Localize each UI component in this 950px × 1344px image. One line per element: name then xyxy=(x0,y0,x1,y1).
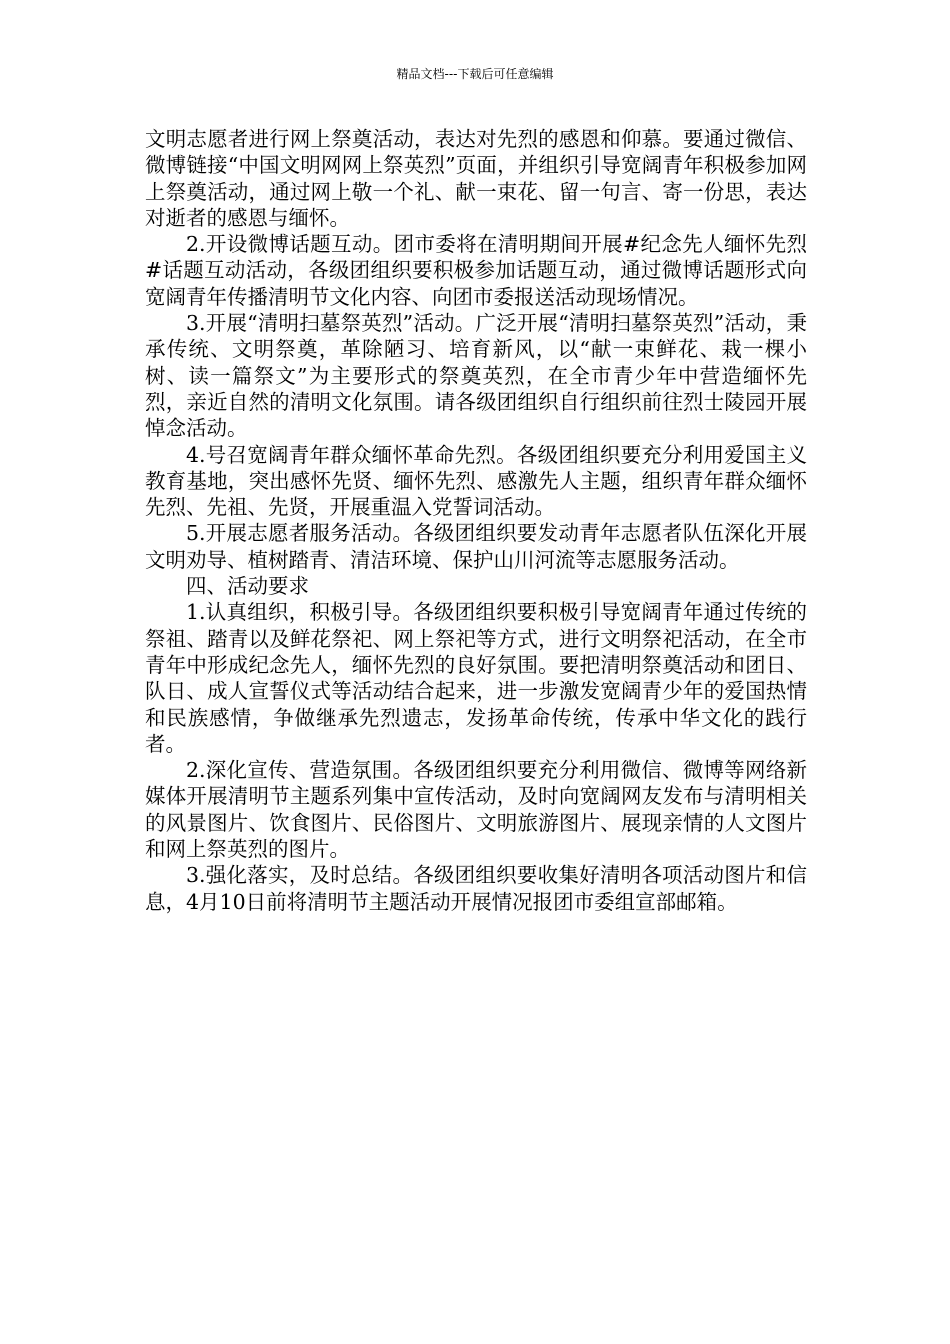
paragraph-organize-guide: 1.认真组织，积极引导。各级团组织要积极引导宽阔青年通过传统的祭祖、踏青以及鲜花祭祀、网上祭祀等方式，进行文明祭祀活动，在全市青年中形成纪念先人，缅怀先烈的良好氛围。要把清明祭奠活动和团日、队日、成人宣誓仪式等活动结合起来，进一步激发宽阔青少年的爱国热情和民族感情，争做继承先烈遗志，发扬革命传统，传承中华文化的践行者。 xyxy=(145,600,807,756)
paragraph-publicity: 2.深化宣传、营造氛围。各级团组织要充分利用微信、微博等网络新媒体开展清明节主题系列集中宣传活动，及时向宽阔网友发布与清明相关的风景图片、饮食图片、民俗图片、文明旅游图片、展现亲情的人文图片和网上祭英烈的图片。 xyxy=(145,758,807,862)
paragraph-volunteer-service: 5.开展志愿者服务活动。各级团组织要发动青年志愿者队伍深化开展文明劝导、植树踏青、清洁环境、保护山川河流等志愿服务活动。 xyxy=(145,521,807,572)
document-body xyxy=(145,126,807,915)
paragraph-tomb-sweeping: 3.开展“清明扫墓祭英烈”活动。广泛开展“清明扫墓祭英烈”活动，秉承传统、文明祭奠，革除陋习、培育新风，以“献一束鲜花、栽一棵小树、读一篇祭文”为主要形式的祭奠英烈，在全市青少年中营造缅怀先烈，亲近自然的清明文化氛围。请各级团组织自行组织前往烈士陵园开展悼念活动。 xyxy=(145,311,807,441)
section-heading-requirements: 四、活动要求 xyxy=(186,574,309,599)
paragraph-commemorate-martyrs: 4.号召宽阔青年群众缅怀革命先烈。各级团组织要充分利用爱国主义教育基地，突出感怀先贤、缅怀先烈、感激先人主题，组织青年群众缅怀先烈、先祖、先贤，开展重温入党誓词活动。 xyxy=(145,442,807,520)
paragraph-weibo-topic: 2.开设微博话题互动。团市委将在清明期间开展#纪念先人缅怀先烈#话题互动活动，各级团组织要积极参加话题互动，通过微博话题形式向宽阔青年传播清明节文化内容、向团市委报送活动现场情况。 xyxy=(145,232,807,309)
page-header: 精品文档---下载后可任意编辑 xyxy=(396,67,554,81)
paragraph-summary: 3.强化落实，及时总结。各级团组织要收集好清明各项活动图片和信息，4月10日前将清明节主题活动开展情况报团市委组宣部邮箱。 xyxy=(145,863,807,914)
paragraph-online-memorial: 文明志愿者进行网上祭奠活动，表达对先烈的感恩和仰慕。要通过微信、微博链接“中国文明网网上祭英烈”页面，并组织引导宽阔青年积极参加网上祭奠活动，通过网上敬一个礼、献一束花、留一句言、寄一份思，表达对逝者的感恩与缅怀。 xyxy=(145,127,807,230)
